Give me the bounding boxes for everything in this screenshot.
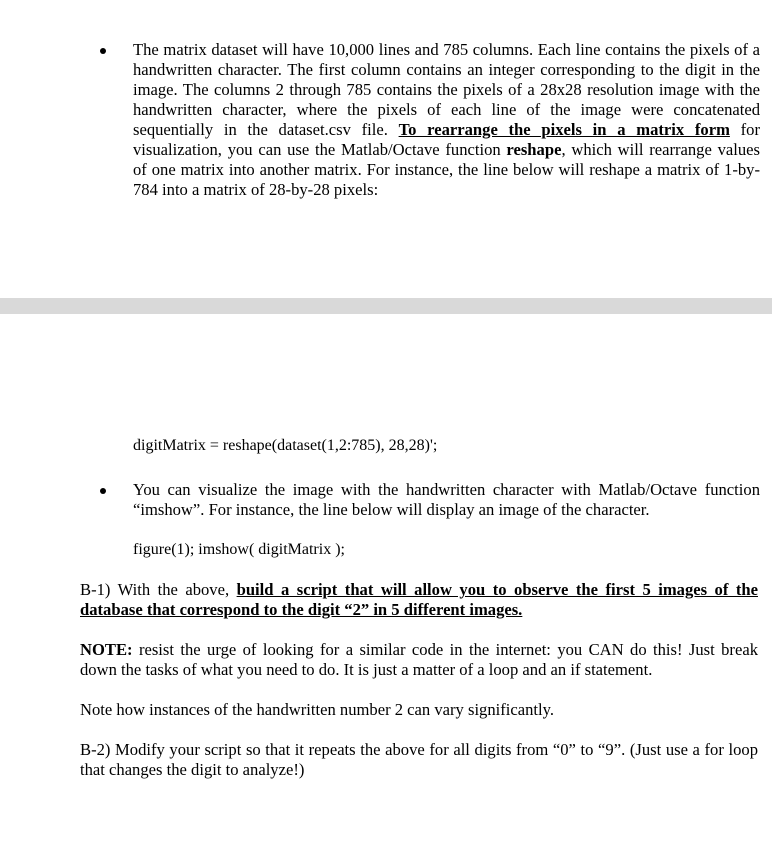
code-imshow: figure(1); imshow( digitMatrix ); [133,541,345,558]
bullet-item-dataset [100,40,760,200]
code-reshape: digitMatrix = reshape(dataset(1,2:785), 28,28)'; [133,437,438,454]
bullet-item-imshow [100,480,760,520]
note-text: resist the urge of looking for a similar code in the internet: you CAN do this! Just break down the tasks of what you need to do. It is just a matter of a loop and an if statement. [80,640,758,679]
task-b1-prefix: B-1) With the above, [80,580,237,599]
bullet-text: You can visualize the image with the handwritten character with Matlab/Octave function “imshow”. For instance, the line below will display an image of the character. [133,480,760,519]
task-b1 [80,580,758,620]
function-name-reshape: reshape [506,140,562,159]
dataset-description: The matrix dataset will have 10,000 lines and 785 columns. Each line contains the pixels of a handwritten character. The first column contains an integer corresponding to the digit in the image. The columns 2 through 785 contains the pixels of a 28x28 resolution image with the handwritten character, where the pixels of each line of the image were concatenated sequentially in the dataset.csv file. [133,40,760,139]
note-label: NOTE: [80,640,133,659]
reshape-intro: for visualization, you can use the Matlab/Octave function [133,120,760,159]
bullet-text [133,40,760,200]
page-break-divider [0,298,772,314]
variation-note: Note how instances of the handwritten number 2 can vary significantly. [80,700,555,719]
bullet-dot-icon [100,48,106,54]
task-b1-instruction: build a script that will allow you to observe the first 5 images of the database that correspond to the digit “2” in 5 different images. [80,580,758,619]
reshape-explanation: , which will rearrange values of one matrix into another matrix. For instance, the line below will reshape a matrix of 1-by-784 into a matrix of 28-by-28 pixels: [133,140,760,199]
bullet-dot-icon [100,488,106,494]
note-paragraph [80,640,758,680]
task-b2: B-2) Modify your script so that it repeats the above for all digits from “0” to “9”. (Just use a for loop that changes the digit to analyze!) [80,740,758,779]
reshape-hint: To rearrange the pixels in a matrix form [398,120,730,139]
